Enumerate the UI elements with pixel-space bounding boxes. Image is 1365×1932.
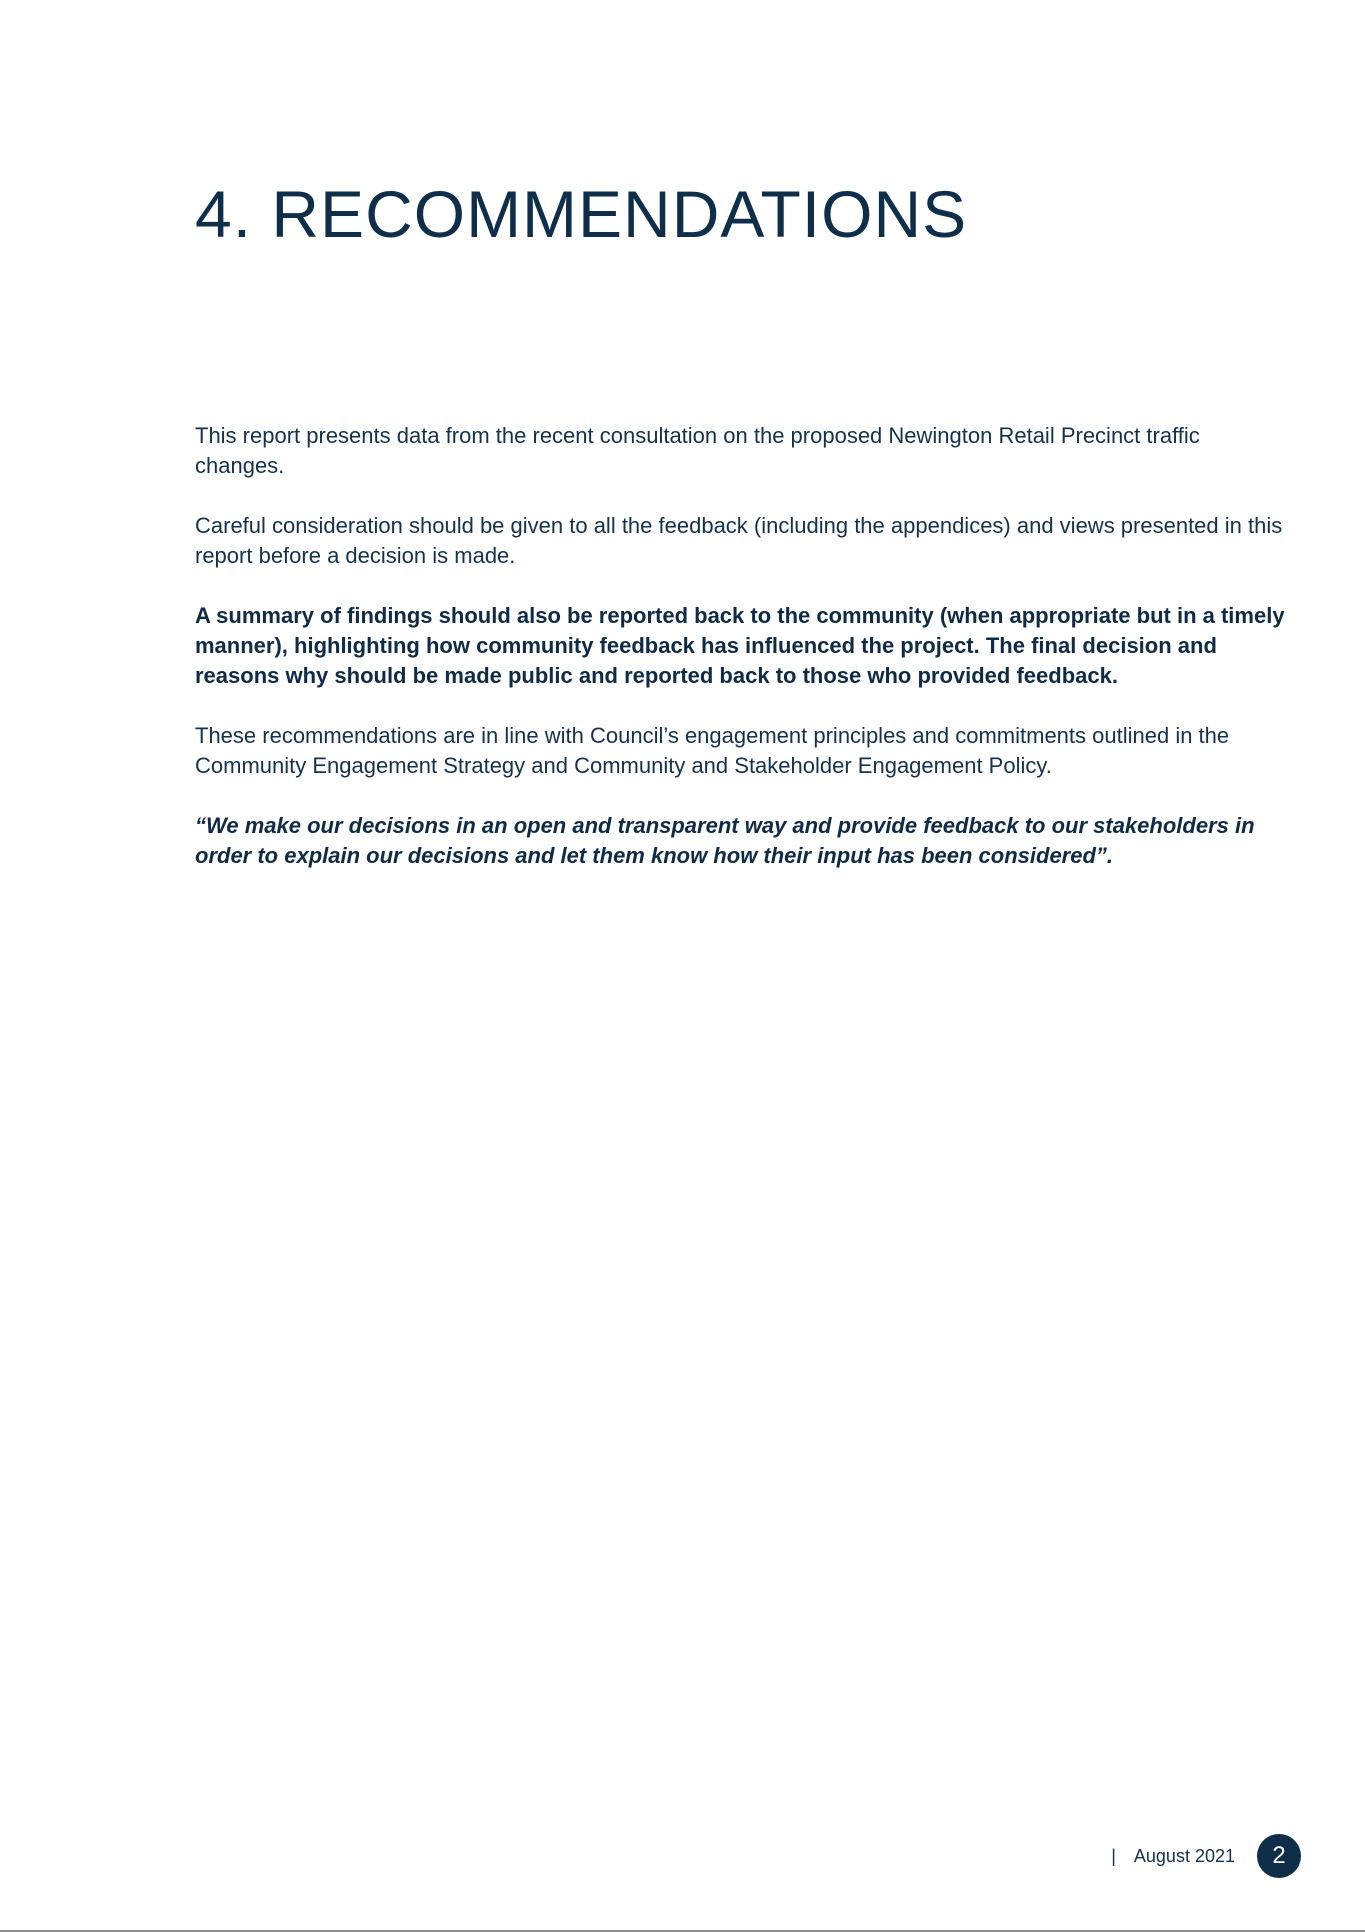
page-title: 4. RECOMMENDATIONS (195, 177, 968, 251)
page-footer (1111, 1834, 1301, 1878)
quote-paragraph: “We make our decisions in an open and transparent way and provide feedback to our stakeholders in order to explain our decisions and let them know how their input has been considered”. (195, 813, 1255, 868)
principles-paragraph: These recommendations are in line with Council’s engagement principles and commitments outlined in the Community Engagement Strategy and Community and Stakeholder Engagement Policy. (195, 723, 1230, 778)
summary-paragraph: A summary of findings should also be reported back to the community (when appropriate but in a timely manner), highlighting how community feedback has influenced the project. The final decision and reasons why should be made public and reported back to those who provided feedback. (195, 603, 1285, 688)
page-number-badge: 2 (1257, 1834, 1301, 1878)
intro-paragraph: This report presents data from the recent consultation on the proposed Newington Retail Precinct traffic changes. (195, 423, 1200, 478)
footer-date: August 2021 (1133, 1845, 1235, 1866)
body-content (195, 421, 1295, 901)
consideration-paragraph: Careful consideration should be given to all the feedback (including the appendices) and views presented in this report before a decision is made. (195, 513, 1283, 568)
footer-separator: | (1111, 1845, 1116, 1866)
